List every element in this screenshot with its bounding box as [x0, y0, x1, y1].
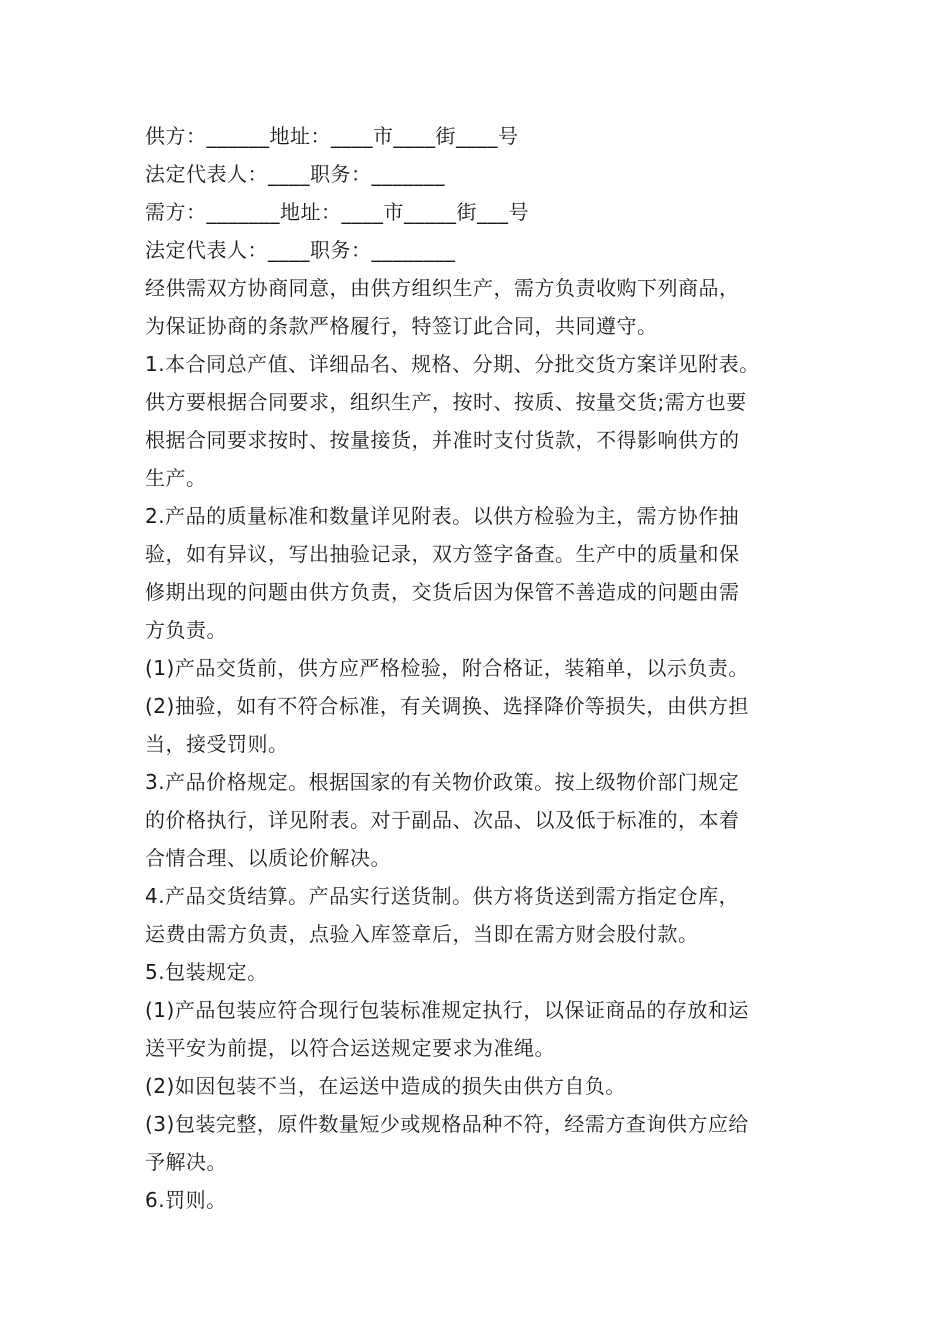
preamble-line: 经供需双方协商同意，由供方组织生产，需方负责收购下列商品， — [145, 276, 740, 300]
clause-1-line: 根据合同要求按时、按量接货，并准时支付货款，不得影响供方的 — [145, 428, 740, 452]
clause-3-line: 的价格执行，详见附表。对于副品、次品、以及低于标准的，本着 — [145, 808, 740, 832]
supplier-representative-line: 法定代表人：____职务：_______ — [145, 162, 445, 186]
clause-5-item-1-line: (1)产品包装应符合现行包装标准规定执行，以保证商品的存放和运 — [145, 998, 749, 1022]
clause-3-line: 3.产品价格规定。根据国家的有关物价政策。按上级物价部门规定 — [145, 770, 740, 794]
clause-1-line: 1.本合同总产值、详细品名、规格、分期、分批交货方案详见附表。 — [145, 352, 760, 376]
clause-5-heading: 5.包装规定。 — [145, 960, 268, 984]
clause-3-line: 合情合理、以质论价解决。 — [145, 846, 391, 870]
clause-1-line: 生产。 — [145, 466, 207, 490]
clause-2-line: 验，如有异议，写出抽验记录，双方签字备查。生产中的质量和保 — [145, 542, 740, 566]
buyer-representative-line: 法定代表人：____职务：________ — [145, 238, 456, 262]
clause-2-item-1-line: (1)产品交货前，供方应严格检验，附合格证，装箱单，以示负责。 — [145, 656, 749, 680]
clause-5-item-3-line: (3)包装完整，原件数量短少或规格品种不符，经需方查询供方应给 — [145, 1112, 749, 1136]
clause-2-line: 2.产品的质量标准和数量详见附表。以供方检验为主，需方协作抽 — [145, 504, 740, 528]
contract-body — [145, 117, 835, 1219]
clause-5-item-3-line: 予解决。 — [145, 1150, 227, 1174]
clause-2-item-2-line: (2)抽验，如有不符合标准，有关调换、选择降价等损失，由供方担 — [145, 694, 749, 718]
clause-6-heading: 6.罚则。 — [145, 1188, 227, 1212]
clause-1-line: 供方要根据合同要求，组织生产，按时、按质、按量交货;需方也要 — [145, 390, 747, 414]
clause-2-item-2-line: 当，接受罚则。 — [145, 732, 289, 756]
preamble-line: 为保证协商的条款严格履行，特签订此合同，共同遵守。 — [145, 314, 658, 338]
clause-5-item-1-line: 送平安为前提，以符合运送规定要求为准绳。 — [145, 1036, 555, 1060]
clause-4-line: 运费由需方负责，点验入库签章后，当即在需方财会股付款。 — [145, 922, 699, 946]
clause-4-line: 4.产品交货结算。产品实行送货制。供方将货送到需方指定仓库， — [145, 884, 740, 908]
clause-2-line: 方负责。 — [145, 618, 227, 642]
clause-5-item-2-line: (2)如因包装不当，在运送中造成的损失由供方自负。 — [145, 1074, 626, 1098]
supplier-line: 供方：______地址：____市____街____号 — [145, 124, 519, 148]
clause-2-line: 修期出现的问题由供方负责，交货后因为保管不善造成的问题由需 — [145, 580, 740, 604]
buyer-line: 需方：_______地址：____市_____街___号 — [145, 200, 529, 224]
